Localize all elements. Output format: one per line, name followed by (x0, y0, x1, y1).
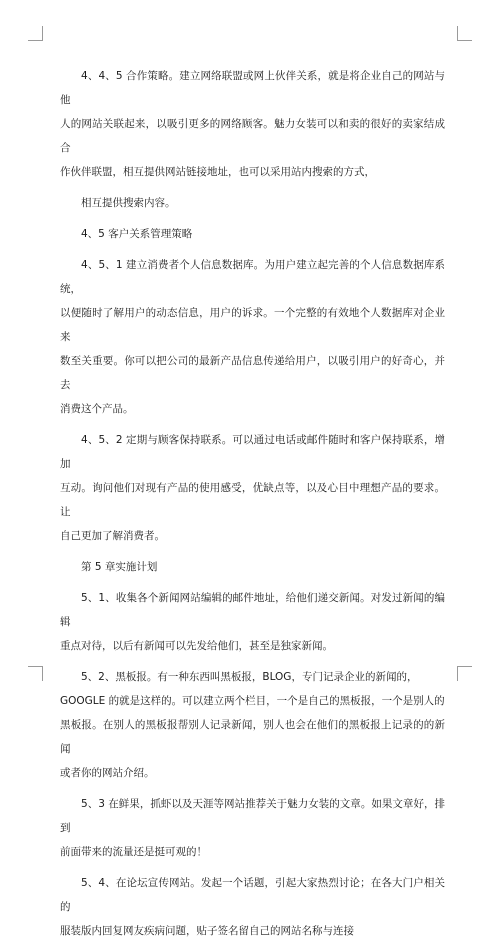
paragraph-customer-database (60, 253, 445, 421)
crop-mark-top-right (457, 26, 472, 41)
text-line: 消费这个产品。 (60, 403, 134, 415)
text-line: 人的网站关联起来，以吸引更多的网络顾客。魅力女装可以和卖的很好的卖家结成合 (60, 118, 445, 154)
text-line: 服装版内回复网友疾病问题，贴子签名留自己的网站名称与连接 (60, 925, 354, 937)
text-line: 4、5 客户关系管理策略 (81, 228, 193, 240)
text-line: 4、4、5 合作策略。建立网络联盟或网上伙伴关系，就是将企业自己的网站与他 (60, 70, 445, 106)
chapter-heading-implementation (60, 555, 445, 579)
text-line: 4、5、2 定期与顾客保持联系。可以通过电话或邮件随时和客户保持联系，增加 (60, 434, 445, 470)
text-line: 作伙伴联盟，相互提供网站链接地址，也可以采用站内搜索的方式， (60, 166, 375, 178)
text-line: 前面带来的流量还是挺可观的！ (60, 846, 207, 858)
paragraph-recommend-articles (60, 792, 445, 864)
text-line: 黑板报。在别人的黑板报帮别人记录新闻，别人也会在他们的黑板报上记录的的新闻 (60, 719, 445, 755)
text-line: 4、5、1 建立消费者个人信息数据库。为用户建立起完善的个人信息数据库系统， (60, 259, 445, 295)
text-line: 第 5 章实施计划 (81, 561, 158, 573)
text-line: 互动。询问他们对现有产品的使用感受，优缺点等，以及心目中理想产品的要求。让 (60, 482, 445, 518)
text-line: 5、4、在论坛宣传网站。发起一个话题，引起大家热烈讨论；在各大门户相关的 (60, 877, 445, 913)
text-line: 数至关重要。你可以把公司的最新产品信息传递给用户，以吸引用户的好奇心，并去 (60, 355, 445, 391)
text-line: 自己更加了解消费者。 (60, 530, 165, 542)
paragraph-cooperation-strategy (60, 64, 445, 184)
text-line: 5、3 在鲜果，抓虾以及天涯等网站推荐关于魅力女装的文章。如果文章好，排到 (60, 798, 445, 834)
text-line: 5、2、黑板报。有一种东西叫黑板报，BLOG，专门记录企业的新闻的， (81, 671, 418, 683)
paragraph-customer-contact (60, 428, 445, 548)
paragraph-mutual-search (60, 191, 445, 215)
crop-mark-top-left (28, 26, 43, 41)
section-heading-crm (60, 222, 445, 246)
text-line: 相互提供搜索内容。 (81, 197, 176, 209)
paragraph-forum-promotion (60, 871, 445, 943)
text-line: 或者你的网站介绍。 (60, 767, 155, 779)
crop-mark-bottom-left (28, 666, 43, 681)
text-line: 以便随时了解用户的动态信息，用户的诉求。一个完整的有效地个人数据库对企业来 (60, 307, 445, 343)
crop-mark-bottom-right (457, 666, 472, 681)
text-line: GOOGLE 的就是这样的。可以建立两个栏目，一个是自己的黑板报，一个是别人的 (60, 695, 445, 707)
paragraph-news-editors (60, 586, 445, 658)
text-line: 重点对待，以后有新闻可以先发给他们，甚至是独家新闻。 (60, 640, 333, 652)
document-page (60, 64, 445, 950)
paragraph-blackboard-blog (60, 665, 445, 785)
text-line: 5、1、收集各个新闻网站编辑的邮件地址，给他们递交新闻。对发过新闻的编辑 (60, 592, 445, 628)
